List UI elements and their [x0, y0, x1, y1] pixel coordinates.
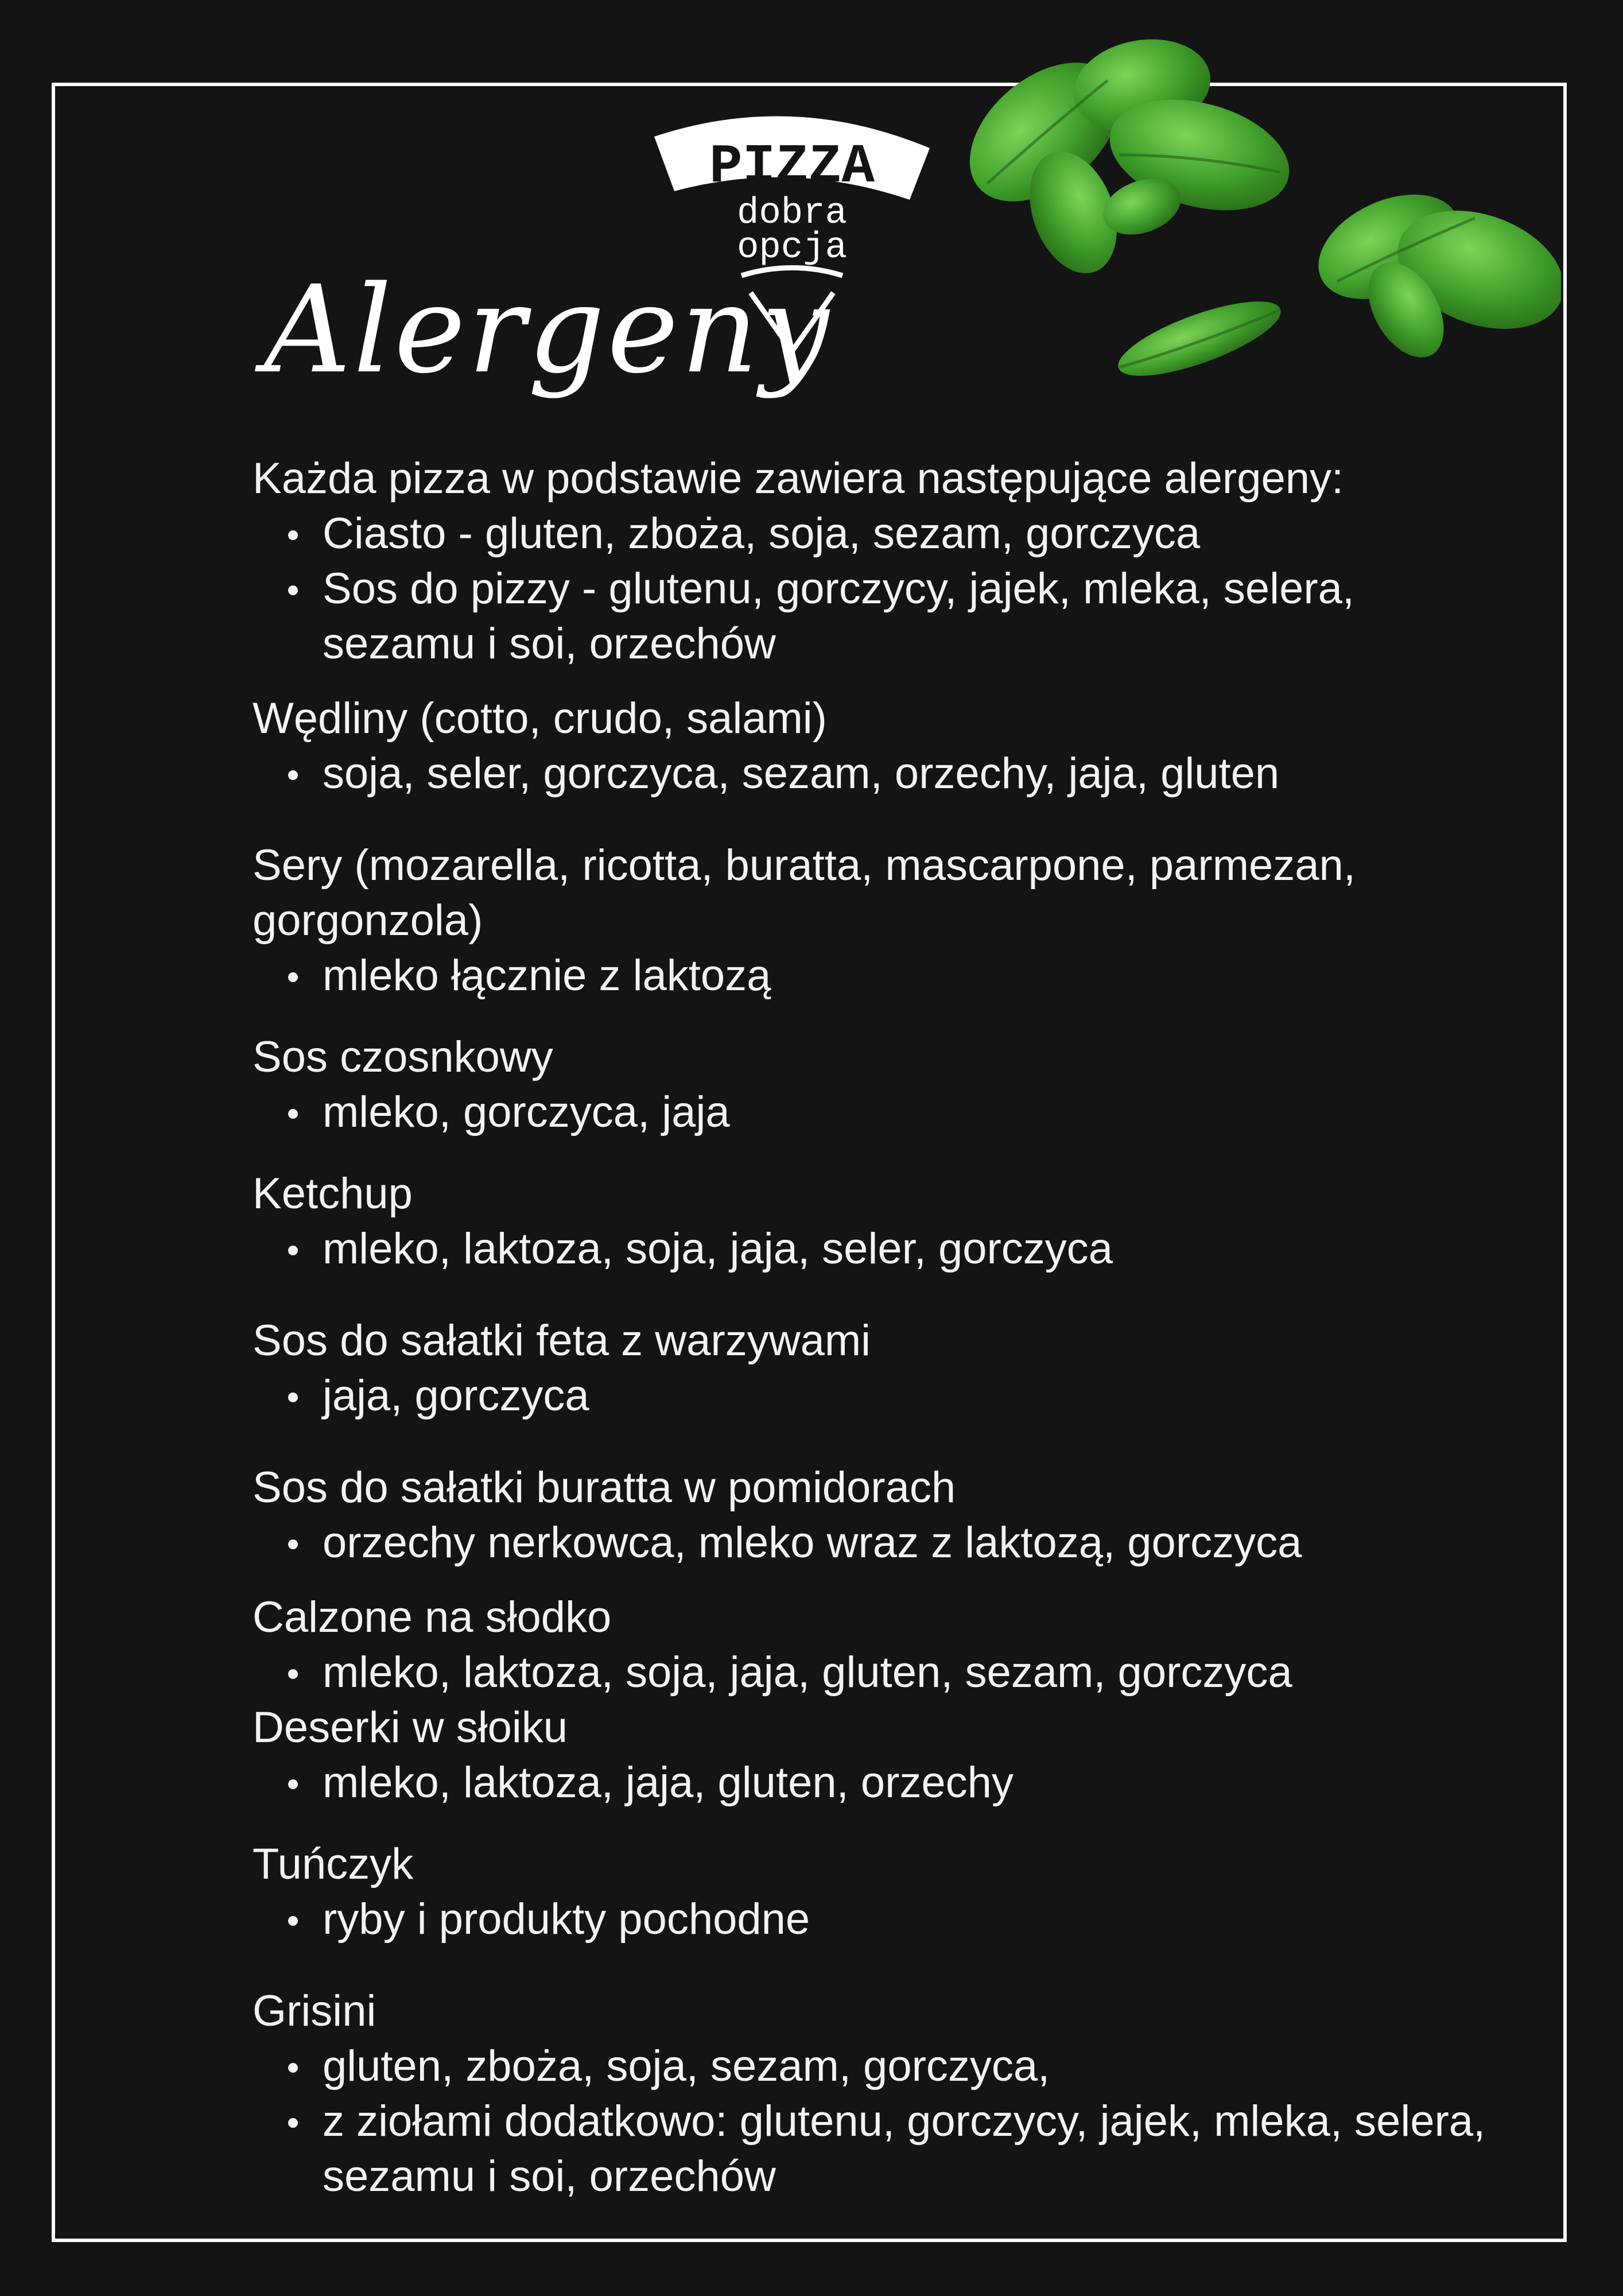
section-title: Calzone na słodko [253, 1593, 612, 1642]
section-title: Tuńczyk [253, 1840, 414, 1888]
list-item: Sos do pizzy - glutenu, gorczycy, jajek, mleka, selera, sezamu i soi, orzechów [323, 561, 1504, 672]
list-item: z ziołami dodatkowo: glutenu, gorczycy, jajek, mleka, selera, sezamu i soi, orzechów [323, 2094, 1504, 2204]
section-sos-czosnkowy [253, 1030, 1504, 1140]
section-title: Deserki w słoiku [253, 1703, 568, 1752]
list-item: gluten, zboża, soja, sezam, gorczyca, [323, 2039, 1504, 2094]
section-title: Sos do sałatki buratta w pomidorach [253, 1463, 956, 1512]
list-item: mleko, laktoza, soja, jaja, seler, gorczyca [323, 1221, 1504, 1277]
section-title: Każda pizza w podstawie zawiera następujące alergeny: [253, 454, 1344, 503]
section-sery [253, 838, 1504, 1003]
allergen-list [253, 451, 1504, 2204]
section-sos-buratta [253, 1460, 1504, 1570]
logo-word: PIZZA [709, 135, 875, 198]
logo-line-1: dobra [736, 193, 848, 234]
section-deserki [253, 1700, 1504, 1810]
section-ketchup [253, 1166, 1504, 1277]
section-wedliny [253, 691, 1504, 801]
logo-line-2: opcja [736, 227, 848, 269]
list-item: jaja, gorczyca [323, 1368, 1504, 1424]
page-title: Alergeny [264, 259, 832, 400]
list-item: ryby i produkty pochodne [323, 1892, 1504, 1947]
section-sos-feta [253, 1313, 1504, 1424]
section-title: Ketchup [253, 1169, 413, 1218]
list-item: mleko, laktoza, soja, jaja, gluten, sezam, gorczyca [323, 1645, 1504, 1700]
section-title: Wędliny (cotto, crudo, salami) [253, 694, 827, 743]
section-title: Sos do sałatki feta z warzywami [253, 1316, 871, 1365]
section-title: Grisini [253, 1987, 376, 2035]
list-item: mleko, gorczyca, jaja [323, 1085, 1504, 1140]
section-grisini [253, 1984, 1504, 2204]
basil-leaves-image [901, 23, 1561, 379]
list-item: soja, seler, gorczyca, sezam, orzechy, jaja, gluten [323, 746, 1504, 801]
section-title: Sery (mozarella, ricotta, buratta, mascarpone, parmezan, gorgonzola) [253, 841, 1356, 945]
section-calzone [253, 1590, 1504, 1700]
list-item: orzechy nerkowca, mleko wraz z laktozą, gorczyca [323, 1515, 1504, 1570]
list-item: Ciasto - gluten, zboża, soja, sezam, gorczyca [323, 506, 1504, 561]
list-item: mleko łącznie z laktozą [323, 948, 1504, 1003]
section-title: Sos czosnkowy [253, 1033, 553, 1081]
section-tunczyk [253, 1837, 1504, 1947]
list-item: mleko, laktoza, jaja, gluten, orzechy [323, 1755, 1504, 1810]
section-base-pizza [253, 451, 1504, 672]
